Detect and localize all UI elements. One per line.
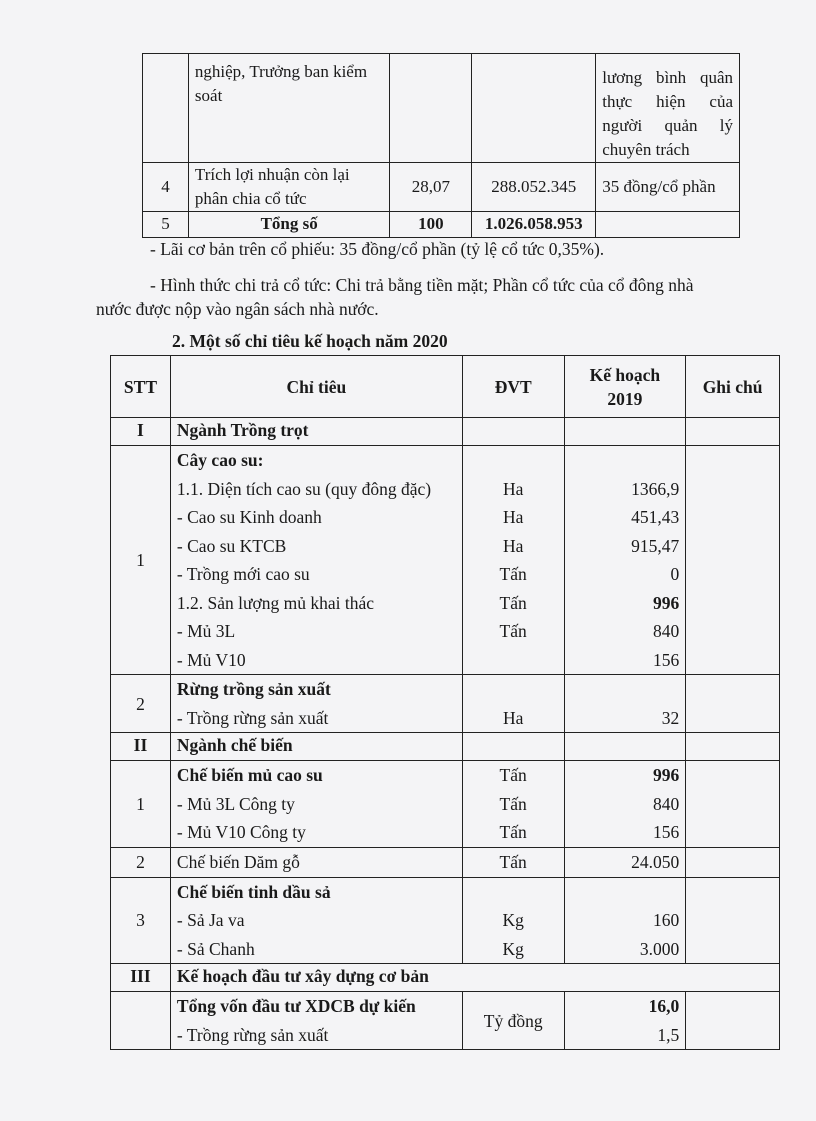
section-stt: I [111,418,171,446]
value-cell: 996 [652,592,680,613]
section-stt: II [111,733,171,761]
unit-cell: Tấn [499,564,527,584]
table-row [143,163,740,212]
value-cell: 16,0 [648,996,680,1016]
row-stt: 1 [111,761,171,848]
paragraph-payment: - Hình thức chi trả cổ tức: Chi trả bằng tiền mặt; Phần cổ tức của cổ đông nhà [150,275,694,295]
unit-cell: Tấn [499,793,527,814]
value-cell: 840 [652,793,680,814]
table-row [111,877,780,964]
section-title: Ngành Trồng trọt [170,418,462,446]
list-item: - Sả Chanh [176,938,255,959]
list-item: 1.2. Sản lượng mủ khai thác [176,592,375,613]
row-name: Chế biến Dăm gỗ [170,847,462,877]
row-names [170,446,462,675]
table-row [111,847,780,877]
row-note: 35 đồng/cổ phần [596,163,740,212]
unit-cell: Tấn [499,822,527,842]
unit-cell: Ha [502,707,524,728]
unit-cell: Tấn [499,592,527,613]
value-cell: 24.050 [564,847,686,877]
value-cell: 451,43 [631,507,680,527]
group-title: Chế biến tinh dầu sả [176,881,331,902]
unit-cell: Kg [502,910,524,930]
list-item: - Cao su Kinh doanh [176,507,322,527]
list-item: - Mủ 3L [176,621,236,641]
row-percent: 28,07 [390,163,472,212]
header-indicator: Chỉ tiêu [170,356,462,418]
value-cell: 1,5 [657,1024,680,1045]
table-row [143,212,740,238]
row-note: lương bình quân thực hiện của người quản lý chuyên trách [596,54,740,163]
paragraph-payment-cont: nước được nộp vào ngân sách nhà nước. [96,299,379,319]
header-plan-line2: 2019 [607,388,643,409]
row-stt: 2 [111,847,171,877]
row-note [596,212,740,238]
unit-cell: Ha [502,478,524,499]
unit-cell: Tỷ đồng [462,992,564,1050]
list-item: - Mủ V10 [176,649,246,670]
table-row [143,54,740,163]
table-row [111,675,780,733]
list-item: - Cao su KTCB [176,535,287,556]
value-cell: 32 [661,707,680,728]
row-amount: 288.052.345 [472,163,596,212]
section-row [111,418,780,446]
value-cell: 996 [652,765,680,785]
section-stt: III [111,964,171,992]
list-item: 1.1. Diện tích cao su (quy đông đặc) [176,478,432,499]
row-values [564,446,686,675]
value-cell: 0 [670,564,680,584]
section-title: Ngành chế biến [170,733,462,761]
unit-cell: Tấn [462,847,564,877]
header-plan [564,356,686,418]
section-row [111,733,780,761]
row-name: Tổng số [188,212,390,238]
row-percent: 100 [390,212,472,238]
section-title: Kế hoạch đầu tư xây dựng cơ bản [170,964,779,992]
header-plan-line1: Kế hoạch [589,364,661,385]
unit-cell: Ha [502,535,524,556]
section-row [111,964,780,992]
list-item: - Sả Ja va [176,910,245,930]
header-note: Ghi chú [686,356,780,418]
table-row [111,992,780,1050]
row-name: Trích lợi nhuận còn lại phân chia cổ tức [188,163,390,212]
value-cell: 1366,9 [631,478,680,499]
list-item: - Mủ V10 Công ty [176,822,306,842]
header-unit: ĐVT [462,356,564,418]
value-cell: 840 [652,621,680,641]
row-units [462,446,564,675]
header-stt: STT [111,356,171,418]
list-item: - Trồng mới cao su [176,564,310,584]
plan-table [110,355,780,1050]
unit-cell: Kg [502,938,524,959]
value-cell: 156 [652,649,680,670]
value-cell: 915,47 [631,535,680,556]
table-row [111,446,780,675]
row-stt: 1 [111,446,171,675]
value-cell: 3.000 [639,938,680,959]
row-name: nghiệp, Trưởng ban kiểm soát [188,54,390,163]
row-amount: 1.026.058.953 [472,212,596,238]
paragraph-eps: - Lãi cơ bản trên cổ phiếu: 35 đồng/cổ phần (tỷ lệ cổ tức 0,35%). [150,239,605,259]
header-row [111,356,780,418]
unit-cell: Tấn [499,621,527,641]
value-cell: 160 [652,910,680,930]
unit-cell: Ha [502,507,524,527]
section-heading: 2. Một số chỉ tiêu kế hoạch năm 2020 [172,331,448,351]
unit-cell [469,646,558,675]
group-title: Rừng trồng sản xuất [176,679,331,699]
list-item: - Trồng rừng sản xuất [176,1024,329,1045]
list-item: - Trồng rừng sản xuất [176,707,329,728]
table-row [111,761,780,848]
row-stt: 2 [111,675,171,733]
list-item: - Mủ 3L Công ty [176,793,295,814]
row-stt: 5 [143,212,189,238]
row-stt: 3 [111,877,171,964]
row-stt: 4 [143,163,189,212]
group-title: Tổng vốn đầu tư XDCB dự kiến [176,996,416,1016]
unit-cell: Tấn [499,765,527,785]
dividend-table [142,53,740,238]
group-title: Cây cao su: [176,450,264,470]
group-title: Chế biến mủ cao su [176,765,323,785]
value-cell: 156 [652,822,680,842]
